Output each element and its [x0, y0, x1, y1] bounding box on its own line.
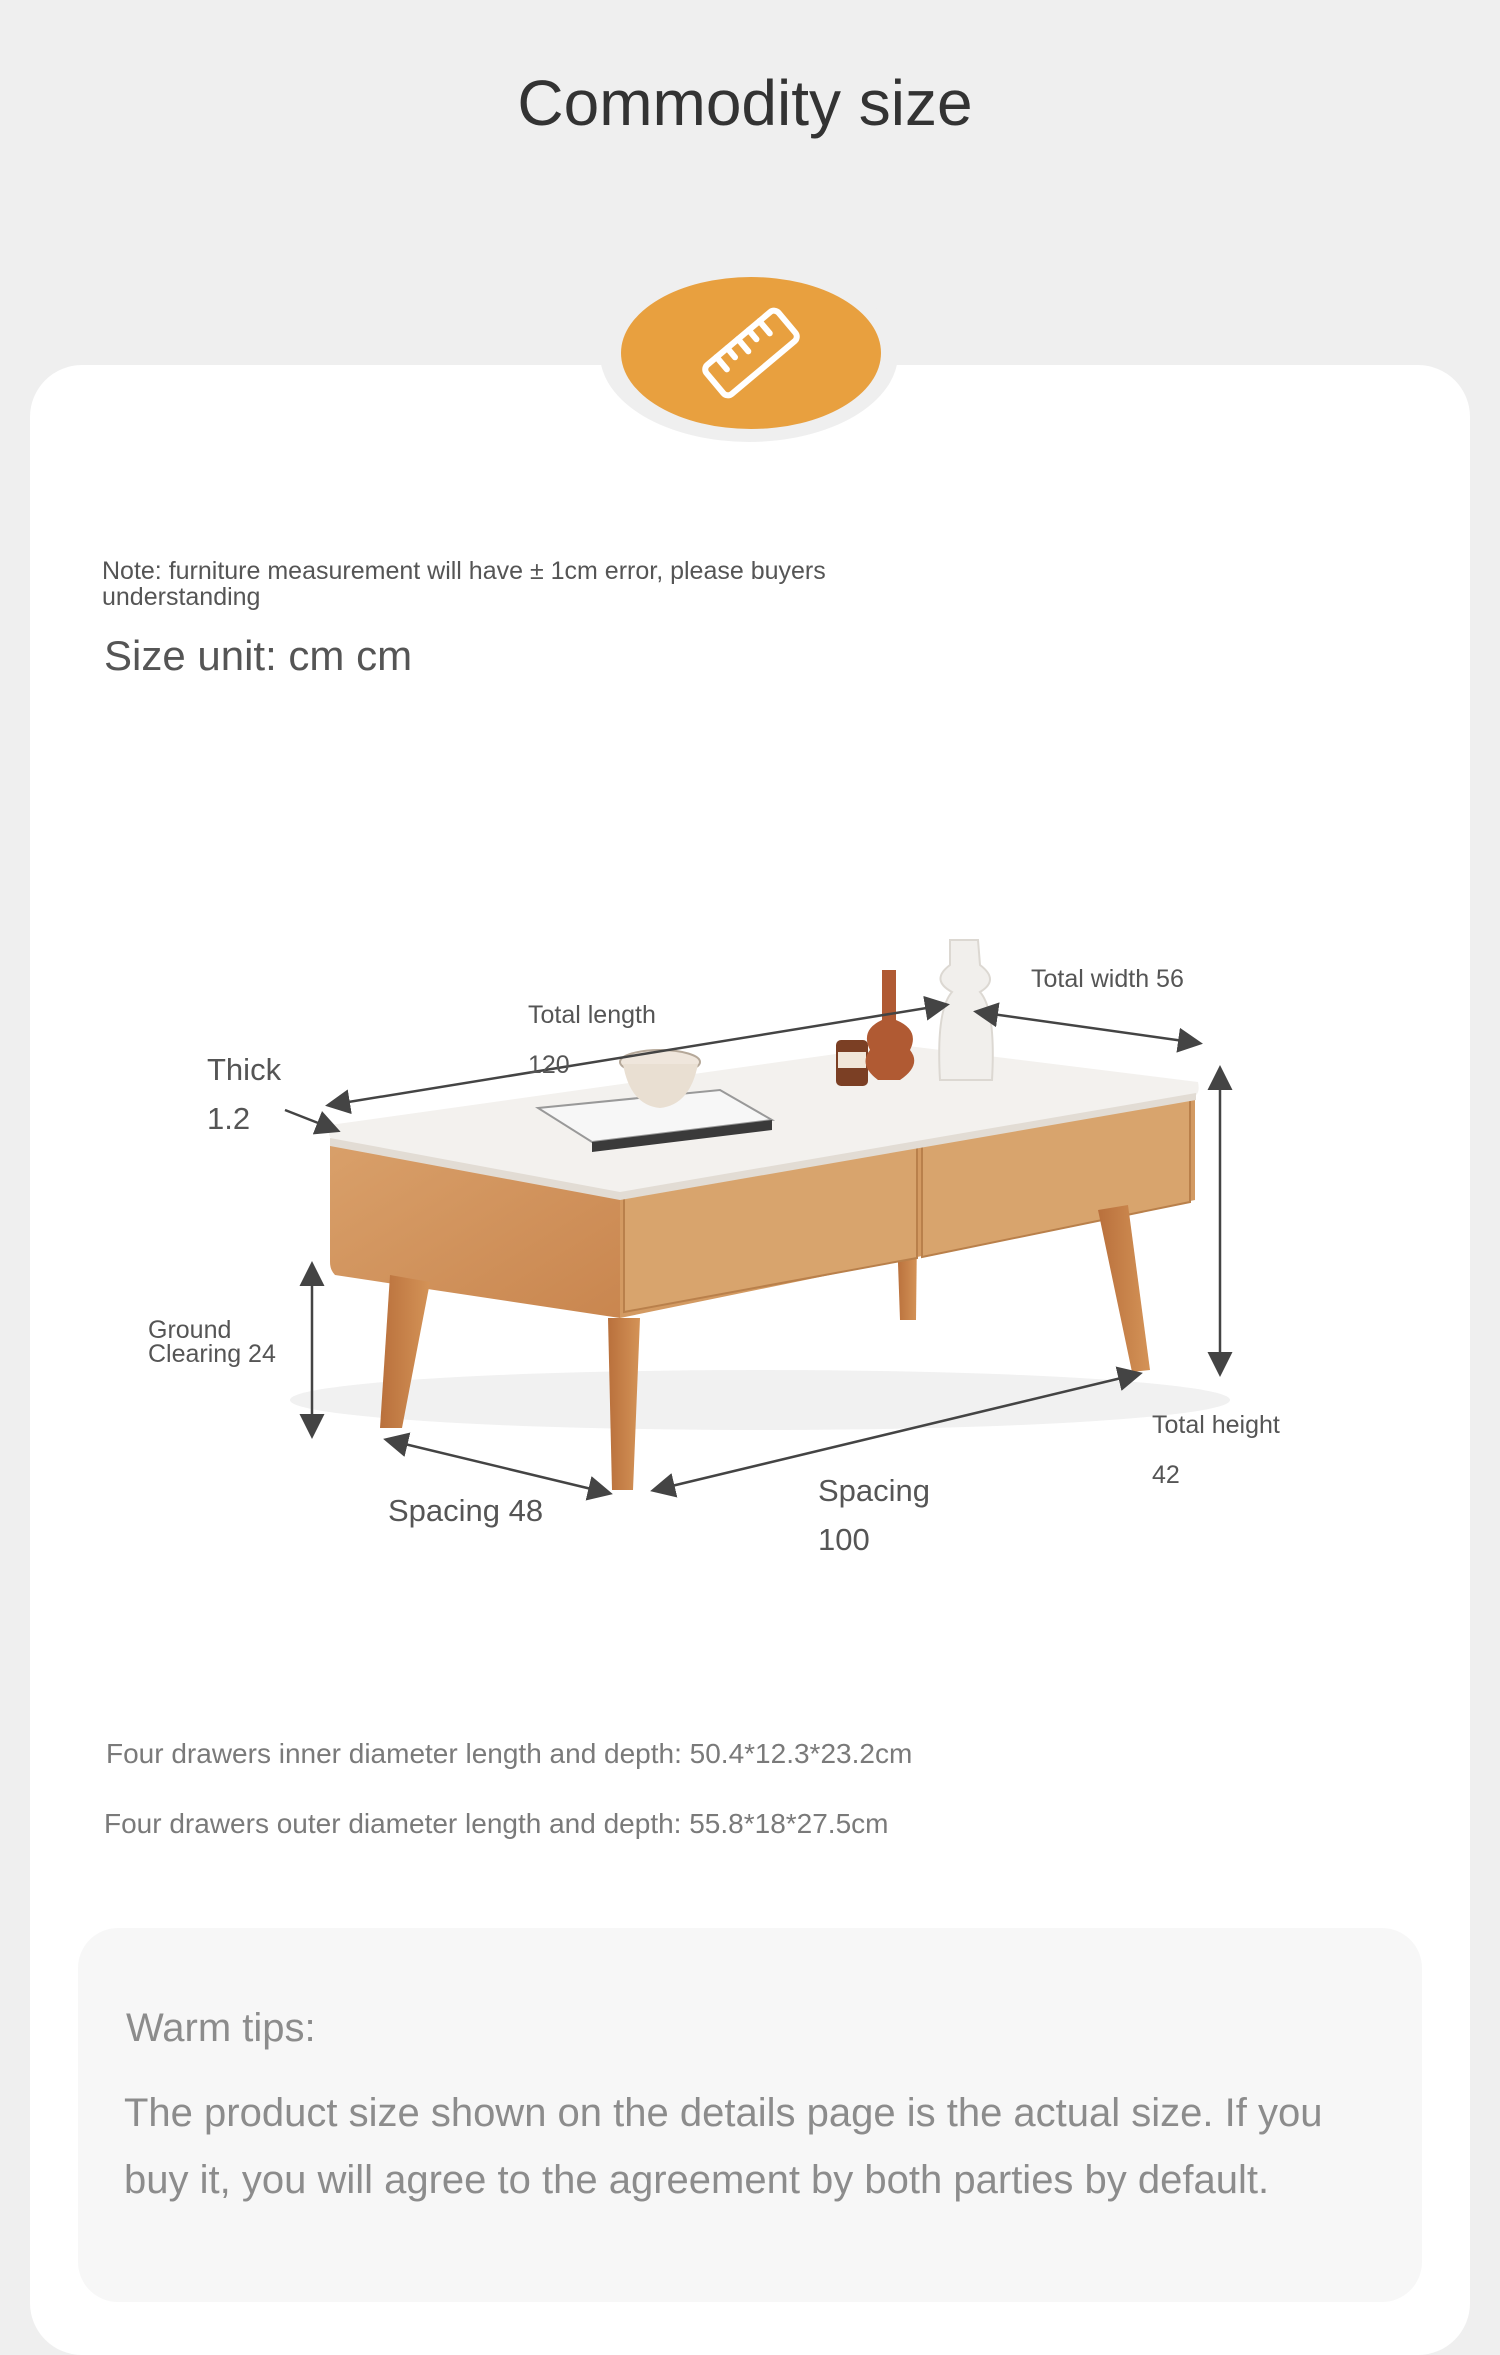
- thick-pointer: [285, 1110, 336, 1130]
- ground-clearing-label: Ground Clearing 24: [148, 1316, 276, 1368]
- floor-shadow: [290, 1370, 1230, 1430]
- warm-tips-title: Warm tips:: [126, 2006, 316, 2050]
- warm-tips-box: [78, 1928, 1422, 2302]
- outer-drawer-spec: Four drawers outer diameter length and depth: 55.8*18*27.5cm: [104, 1808, 889, 1839]
- page-title: Commodity size: [517, 67, 973, 139]
- thick-label: Thick 1.2: [207, 1052, 282, 1136]
- width-arrow: [978, 1012, 1198, 1043]
- spacing-48-label: Spacing 48: [388, 1493, 544, 1528]
- size-unit: Size unit: cm cm: [104, 632, 413, 679]
- inner-drawer-spec: Four drawers inner diameter length and depth: 50.4*12.3*23.2cm: [106, 1738, 913, 1769]
- total-height-label: Total height 42: [1152, 1411, 1280, 1489]
- total-width-label: Total width 56: [1031, 965, 1184, 993]
- measurement-note: Note: furniture measurement will have ± 1cm error, please buyers understanding: [102, 557, 826, 611]
- vase-decor: [939, 940, 993, 1080]
- total-length-label: Total length 120: [528, 1001, 656, 1079]
- table-leg: [1098, 1205, 1150, 1372]
- spacing-100-label: Spacing 100: [818, 1473, 931, 1557]
- warm-tips-body: The product size shown on the details page is the actual size. If you buy it, you will agree to the agreement by both parties by default.: [124, 2091, 1323, 2202]
- table-leg: [608, 1318, 640, 1490]
- candlestick-decor: [866, 970, 915, 1080]
- candle-label: [838, 1052, 866, 1068]
- spacing-48-arrow: [388, 1440, 608, 1493]
